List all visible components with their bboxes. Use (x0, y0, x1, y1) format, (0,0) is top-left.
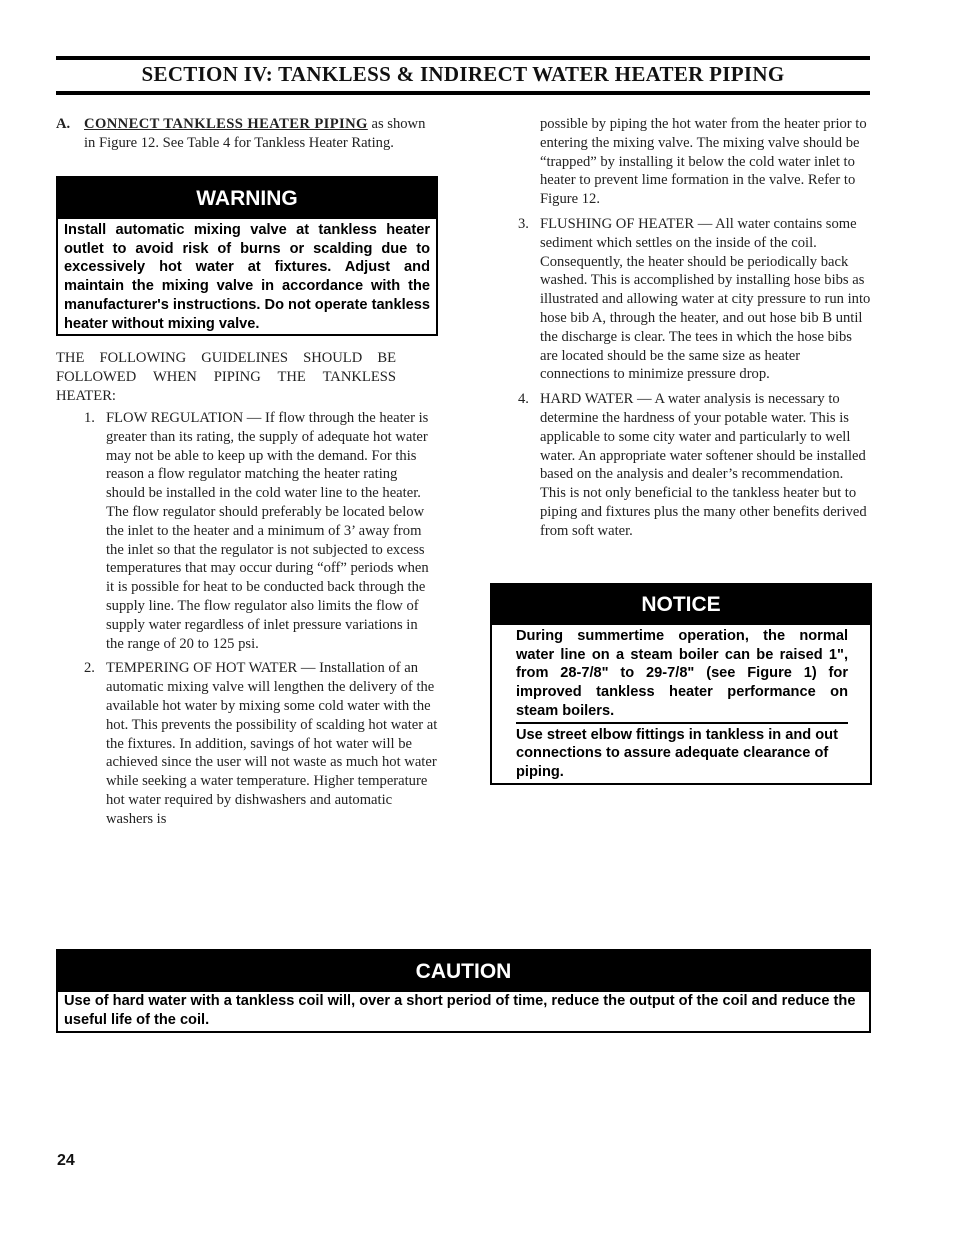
guidelines-intro: THE FOLLOWING GUIDELINES SHOULD BE FOLLOWED WHEN PIPING THE TANKLESS HEATER: (56, 350, 396, 404)
list-item (518, 390, 872, 540)
caution-title: CAUTION (58, 951, 869, 992)
list-item-text: HARD WATER — A water analysis is necessary to determine the hardness of your potable water. This is applicable to some city water and particularly to well water. An appropriate water softener should be installed based on the analysis and dealer’s recommendation. This is not only beneficial to the tankless heater but to piping and fixtures plus the many other benefits derived from soft water. (540, 391, 867, 539)
paragraph-a-letter: A. (56, 116, 71, 132)
item-2-continued: possible by piping the hot water from the heater prior to entering the mixing valve. The mixing valve should be “trapped” by installing it below the cold water inlet to heater to prevent lime formation in the valve. Refer to Figure 12. (540, 116, 867, 208)
page-number: 24 (57, 1152, 75, 1169)
guidelines-list-left (84, 409, 438, 835)
list-item-number: 1. (84, 410, 95, 426)
notice-title: NOTICE (492, 585, 870, 625)
warning-title: WARNING (58, 178, 436, 219)
warning-text: Install automatic mixing valve at tankless heater outlet to avoid risk of burns or scalding due to excessively hot water at fixtures. Adjust and maintain the mixing valve in accordance with the manufacturer's instructions. Do not operate tankless heater without mixing valve. (64, 222, 430, 332)
notice-text-1: During summertime operation, the normal water line on a steam boiler can be raised 1", from 28-7/8" to 29-7/8" (see Figure 1) for improved tankless heater performance on steam boilers. (516, 625, 848, 724)
list-item (84, 409, 438, 653)
list-item (518, 215, 872, 384)
list-item-number: 2. (84, 660, 95, 677)
left-column (56, 115, 438, 153)
list-item-text: FLUSHING OF HEATER — All water contains some sediment which settles on the inside of the coil. Consequently, the heater should be periodically back washed. This is accomplished by installing hose bibs as illustrated and allowing water at city pressure to run into hose bib A, through the heater, and out hose bib B until the discharge is clear. The tees in which the hose bibs are located should be the same size as heater connections to minimize pressure drop. (540, 215, 871, 383)
section-title: SECTION IV: TANKLESS & INDIRECT WATER HEATER PIPING (141, 62, 785, 86)
caution-text: Use of hard water with a tankless coil will, over a short period of time, reduce the output of the coil and reduce the useful life of the coil. (64, 993, 856, 1028)
caution-box (56, 949, 871, 1033)
paragraph-a-heading: CONNECT TANKLESS HEATER PIPING (84, 116, 368, 132)
paragraph-a (56, 115, 438, 153)
warning-box (56, 176, 438, 336)
list-item-text: FLOW REGULATION — If flow through the heater is greater than its rating, the supply of adequate hot water may not be able to keep up with the demand. For this reason a flow regulator matching the heater rating should be installed in the cold water line to the heater. The flow regulator should preferably be located below the inlet to the heater and a minimum of 3’ away from the inlet so that the regulator is not subjected to excess temperatures that may occur during “off” periods when it is possible for heat to be conducted back through the supply line. The flow regulator also limits the flow of supply water regardless of inlet pressure variations in the range of 20 to 125 psi. (106, 410, 429, 652)
list-item (84, 659, 438, 828)
right-column (518, 115, 872, 547)
guidelines-list-right (518, 215, 872, 541)
list-item-number: 4. (518, 391, 529, 408)
notice-text-2: Use street elbow fittings in tankless in and out connections to assure adequate clearance of piping. (516, 726, 838, 780)
list-item-number: 3. (518, 215, 529, 232)
paragraph-a-text: as shown in Figure 12. See Table 4 for Tankless Heater Rating. (84, 116, 426, 151)
notice-box (490, 583, 872, 785)
list-item-text: TEMPERING OF HOT WATER — Installation of an automatic mixing valve will lengthen the delivery of the available hot water by mixing some cold water with the hot. This prevents the possibility of scalding hot water at the fixtures. In addition, savings of hot water will be achieved since the user will not waste as much hot water while seeking a water temperature. Higher temperature hot water required by dishwashers and automatic washers is (106, 660, 438, 827)
title-underline-rule (56, 91, 870, 95)
